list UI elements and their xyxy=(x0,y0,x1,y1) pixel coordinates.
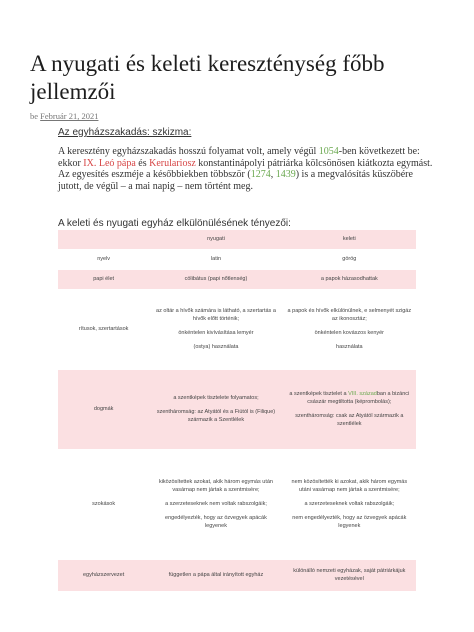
cell-text: a papok és hívők elkülönülnek, e selmenyét szigáz az ikonosztáz; xyxy=(287,308,412,322)
link-kerularios[interactable]: Kerulariosz xyxy=(149,157,196,169)
table-row xyxy=(58,249,416,269)
intro-paragraph xyxy=(58,146,438,192)
cell-west xyxy=(149,369,282,449)
para-text: és xyxy=(135,157,150,169)
cell-text: nem közösítették ki azokat, akik három egymás utáni vasárnap nem jártak a szentmisére; xyxy=(291,479,408,493)
cell-east xyxy=(283,289,416,369)
cell-west xyxy=(149,289,282,369)
table-row xyxy=(58,369,416,449)
header-cell-empty xyxy=(58,230,149,249)
byline-prefix: be xyxy=(30,111,39,121)
cell-text: szentháromság: az Atyától és a Fiútól is (Filique) származik a Szentlélek xyxy=(156,409,276,423)
cell-west xyxy=(149,449,282,559)
cell-east: görög xyxy=(283,249,416,269)
table-header-row xyxy=(58,230,416,249)
table-row xyxy=(58,289,416,369)
row-label: papi élet xyxy=(58,269,149,289)
link-1439[interactable]: 1439 xyxy=(275,169,296,181)
link-leo-papa[interactable]: Leó pápa xyxy=(98,157,136,169)
byline xyxy=(30,111,98,121)
row-label: dogmák xyxy=(58,369,149,449)
row-label: nyelv xyxy=(58,249,149,269)
para-text: ) is a megvalósítás küszöbére jutott, de végül – a mai napig – nem történt meg. xyxy=(58,169,413,192)
para-text: konstantinápolyi pátriárka kölcsönösen kiátkozta egymást. Az egyesítés eszméje a későbbiekben többször ( xyxy=(58,157,433,181)
cell-text xyxy=(287,390,412,406)
cell-text: szentháromság: csak az Atyától származik a szentlélek xyxy=(295,413,404,427)
publish-date-link[interactable]: Február 21, 2021 xyxy=(40,111,99,121)
cell-east: a papok házasodhattak xyxy=(283,269,416,289)
cell-text: a szerzeteseknek nem voltak rabszolgáik; xyxy=(165,501,267,507)
row-label: rítusok, szertartások xyxy=(58,289,149,369)
cell-text: önkéntelen kovászos kenyér xyxy=(314,330,385,336)
para-text: -ben következett be: ekkor xyxy=(58,146,420,169)
comparison-table xyxy=(58,230,416,592)
cell-east xyxy=(283,369,416,449)
link-viii-szazad[interactable]: VIII. század xyxy=(348,391,377,397)
section-link-schism[interactable]: Az egyházszakadás: szkizma: xyxy=(58,127,192,138)
table-row xyxy=(58,449,416,559)
cell-text-part: a szentképek tisztelet a xyxy=(289,391,349,397)
cell-text: a szerzeteseknek voltak rabszolgáik; xyxy=(304,501,395,507)
article-title: A nyugati és keleti kereszténység főbb jellemzői xyxy=(30,51,385,104)
para-text: A keresztény egyházszakadás hosszú folyamat volt, amely végül xyxy=(58,146,319,157)
table-row xyxy=(58,559,416,591)
cell-text: engedélyezték, hogy az özvegyek apácák legyenek xyxy=(165,515,267,529)
para-text: , xyxy=(270,169,276,181)
link-ix[interactable]: IX. xyxy=(83,157,97,169)
cell-east: különálló nemzeti egyházak, saját pátriárkájuk vezetésével xyxy=(283,559,416,591)
link-1054[interactable]: 1054 xyxy=(318,146,339,157)
cell-text: nem engedélyezték, hogy az özvegyek apácák legyenek xyxy=(292,515,407,529)
cell-west: latin xyxy=(149,249,282,269)
table-heading: A keleti és nyugati egyház elkülönülésének tényezői: xyxy=(58,218,291,229)
header-cell-east: keleti xyxy=(283,230,416,249)
cell-east xyxy=(283,449,416,559)
row-label: szokások xyxy=(58,449,149,559)
row-label: egyházszervezet xyxy=(58,559,149,591)
cell-text-part: ban a bizánci császár megtiltotta (képrombolás); xyxy=(307,391,410,405)
cell-text: önkéntelen kivívásítása lemyér xyxy=(178,330,254,336)
link-1274[interactable]: 1274 xyxy=(250,169,271,181)
table-row xyxy=(58,269,416,289)
cell-west: független a pápa által irányított egyház xyxy=(149,559,282,591)
cell-west: cölibátus (papi nőtlenség) xyxy=(149,269,282,289)
cell-text: (ostya) használata xyxy=(193,344,239,350)
cell-text: a szentképek tisztelete folyamatos; xyxy=(173,395,259,401)
cell-text: kiközösítettek azokat, akik három egymás után vasárnap nem jártak a szentmisére; xyxy=(158,479,273,493)
cell-text: használata xyxy=(336,344,363,350)
cell-text: az oltár a hívők számára is látható, a szertartás a hívők előtt történik; xyxy=(156,308,276,322)
header-cell-west: nyugati xyxy=(149,230,282,249)
